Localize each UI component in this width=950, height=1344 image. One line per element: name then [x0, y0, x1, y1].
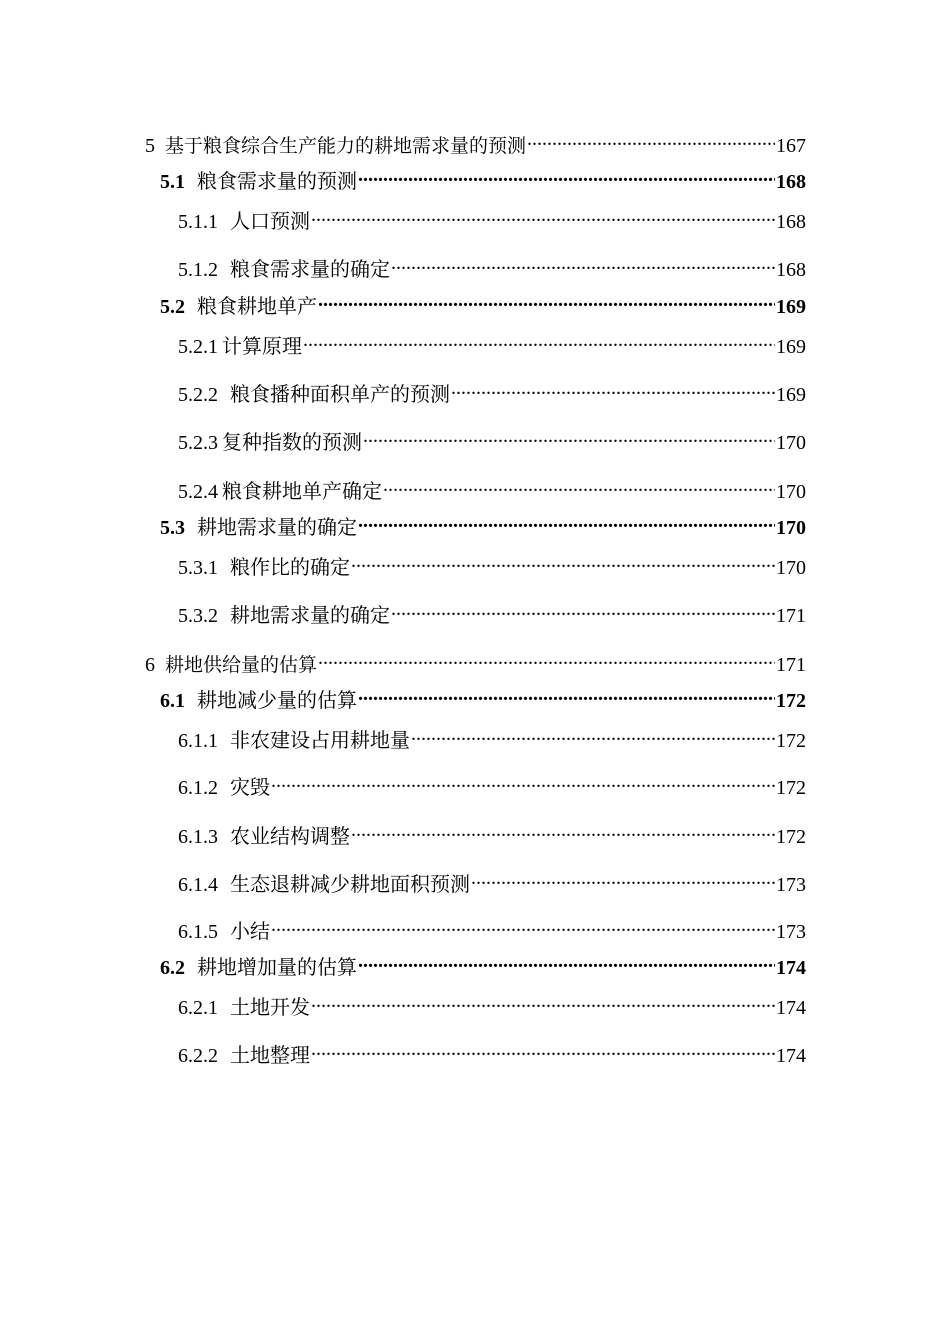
toc-entry-title: 非农建设占用耕地量	[230, 730, 410, 752]
toc-entry-title: 人口预测	[230, 211, 310, 233]
toc-entry-title: 耕地供给量的估算	[165, 654, 318, 676]
toc-entry-number: 5.2.1	[178, 336, 218, 358]
toc-entry-page: 174	[776, 997, 806, 1019]
toc-entry-5-1-2[interactable]	[178, 250, 806, 283]
toc-dot-leader	[351, 548, 775, 574]
toc-entry-title: 粮食耕地单产确定	[222, 481, 382, 503]
toc-entry-number: 5.3	[160, 517, 185, 539]
toc-entry-number: 5.2.3	[178, 432, 218, 454]
toc-entry-6-1[interactable]	[160, 681, 806, 714]
toc-entry-page: 170	[776, 557, 806, 579]
toc-entry-title: 基于粮食综合生产能力的耕地需求量的预测	[165, 135, 527, 157]
toc-dot-leader	[391, 250, 775, 276]
toc-dot-leader	[311, 1036, 775, 1062]
toc-entry-title: 粮作比的确定	[230, 557, 350, 579]
toc-entry-page: 172	[776, 730, 806, 752]
toc-dot-leader	[271, 768, 775, 794]
toc-entry-title: 粮食需求量的确定	[230, 259, 390, 281]
toc-entry-number: 6.2.1	[178, 997, 218, 1019]
toc-entry-page: 169	[776, 336, 806, 358]
toc-entry-title: 耕地减少量的估算	[197, 690, 357, 712]
toc-entry-6-1-4[interactable]	[178, 865, 806, 898]
toc-entry-number: 6.1.4	[178, 874, 218, 896]
toc-entry-5-1-1[interactable]	[178, 202, 806, 235]
toc-entry-title: 灾毁	[230, 777, 270, 799]
toc-dot-leader	[471, 865, 775, 891]
toc-entry-title: 小结	[230, 921, 270, 943]
toc-entry-page: 171	[776, 654, 806, 676]
toc-entry-6-1-3[interactable]	[178, 817, 806, 850]
toc-entry-number: 5.1.1	[178, 211, 218, 233]
toc-entry-5-3[interactable]	[160, 508, 806, 541]
toc-entry-title: 粮食耕地单产	[197, 296, 317, 318]
toc-dot-leader	[363, 423, 775, 449]
toc-entry-5-3-1[interactable]	[178, 548, 806, 581]
toc-dot-leader	[271, 912, 775, 938]
toc-entry-number: 6	[145, 654, 155, 676]
toc-dot-leader	[351, 817, 775, 843]
toc-entry-page: 168	[776, 171, 806, 193]
toc-entry-number: 5.1.2	[178, 259, 218, 281]
toc-entry-number: 5.1	[160, 171, 185, 193]
toc-entry-6-2[interactable]	[160, 948, 806, 981]
toc-entry-number: 6.2.2	[178, 1045, 218, 1067]
toc-entry-number: 6.1.3	[178, 826, 218, 848]
toc-dot-leader	[358, 162, 775, 188]
toc-entry-5-1[interactable]	[160, 162, 806, 195]
toc-entry-title: 生态退耕减少耕地面积预测	[230, 874, 470, 896]
toc-entry-page: 167	[776, 135, 806, 157]
toc-entry-6[interactable]	[145, 645, 806, 678]
toc-entry-title: 粮食播种面积单产的预测	[230, 384, 450, 406]
toc-dot-leader	[358, 508, 775, 534]
toc-dot-leader	[411, 721, 775, 747]
toc-entry-page: 170	[776, 517, 806, 539]
toc-entry-page: 170	[776, 432, 806, 454]
toc-entry-page: 169	[776, 296, 806, 318]
toc-entry-5-3-2[interactable]	[178, 596, 806, 629]
toc-dot-leader	[318, 287, 775, 313]
toc-entry-number: 5	[145, 135, 155, 157]
toc-dot-leader	[318, 645, 775, 671]
toc-dot-leader	[383, 472, 775, 498]
toc-entry-5-2-1[interactable]	[178, 327, 806, 360]
toc-dot-leader	[358, 948, 775, 974]
toc-entry-number: 6.1.1	[178, 730, 218, 752]
toc-entry-6-2-2[interactable]	[178, 1036, 806, 1069]
toc-entry-number: 6.1.5	[178, 921, 218, 943]
toc-entry-page: 174	[776, 1045, 806, 1067]
toc-entry-6-1-2[interactable]	[178, 768, 806, 801]
toc-dot-leader	[527, 126, 775, 152]
toc-entry-title: 耕地需求量的确定	[230, 605, 390, 627]
toc-entry-page: 173	[776, 874, 806, 896]
toc-entry-title: 土地整理	[230, 1045, 310, 1067]
toc-entry-page: 172	[776, 826, 806, 848]
toc-entry-title: 粮食需求量的预测	[197, 171, 357, 193]
toc-dot-leader	[303, 327, 775, 353]
toc-dot-leader	[311, 988, 775, 1014]
toc-entry-page: 173	[776, 921, 806, 943]
toc-entry-title: 计算原理	[222, 336, 302, 358]
toc-entry-page: 168	[776, 259, 806, 281]
toc-dot-leader	[311, 202, 775, 228]
toc-entry-title: 复种指数的预测	[222, 432, 362, 454]
toc-entry-page: 170	[776, 481, 806, 503]
toc-entry-6-1-5[interactable]	[178, 912, 806, 945]
toc-entry-6-1-1[interactable]	[178, 721, 806, 754]
toc-entry-number: 6.1	[160, 690, 185, 712]
toc-entry-number: 6.1.2	[178, 777, 218, 799]
toc-entry-number: 5.3.2	[178, 605, 218, 627]
toc-entry-number: 5.2.4	[178, 481, 218, 503]
toc-entry-5-2-3[interactable]	[178, 423, 806, 456]
toc-entry-number: 6.2	[160, 957, 185, 979]
toc-dot-leader	[451, 375, 775, 401]
toc-entry-page: 174	[776, 957, 806, 979]
toc-entry-number: 5.3.1	[178, 557, 218, 579]
toc-entry-5-2[interactable]	[160, 287, 806, 320]
toc-entry-title: 耕地增加量的估算	[197, 957, 357, 979]
toc-dot-leader	[391, 596, 775, 622]
toc-entry-5-2-2[interactable]	[178, 375, 806, 408]
toc-entry-6-2-1[interactable]	[178, 988, 806, 1021]
toc-entry-number: 5.2.2	[178, 384, 218, 406]
toc-entry-page: 168	[776, 211, 806, 233]
toc-entry-page: 169	[776, 384, 806, 406]
toc-entry-number: 5.2	[160, 296, 185, 318]
toc-entry-page: 172	[776, 777, 806, 799]
toc-entry-5[interactable]	[145, 126, 806, 159]
toc-entry-title: 耕地需求量的确定	[197, 517, 357, 539]
toc-entry-page: 171	[776, 605, 806, 627]
toc-entry-title: 农业结构调整	[230, 826, 350, 848]
toc-entry-title: 土地开发	[230, 997, 310, 1019]
toc-entry-5-2-4[interactable]	[178, 472, 806, 505]
toc-entry-page: 172	[776, 690, 806, 712]
toc-dot-leader	[358, 681, 775, 707]
